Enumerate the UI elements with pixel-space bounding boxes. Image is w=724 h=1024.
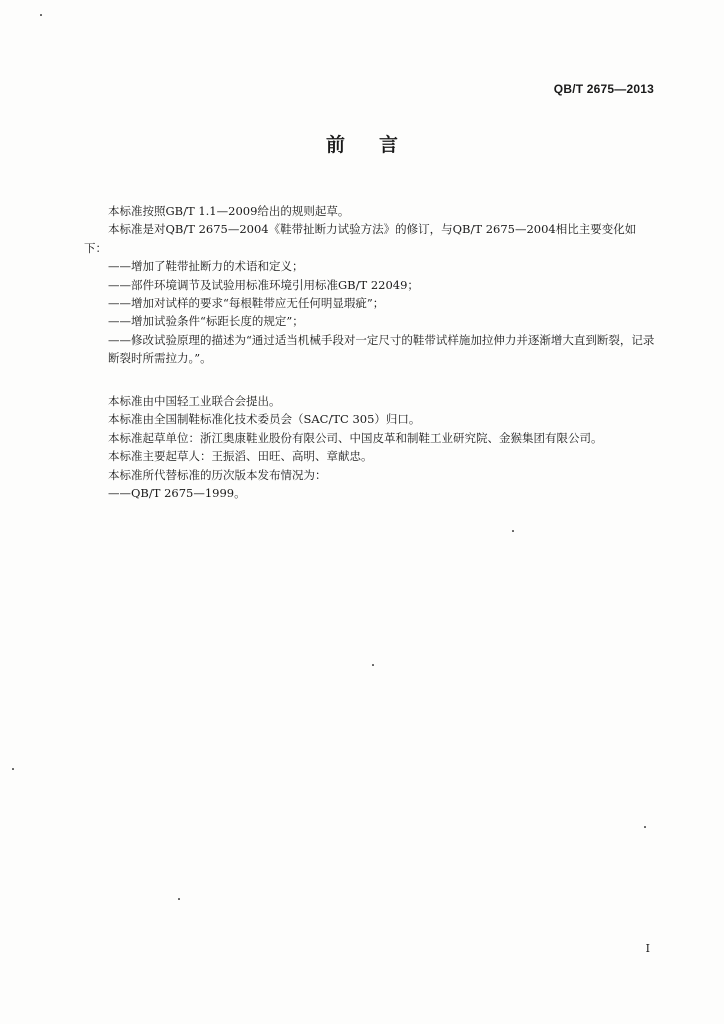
change-item-text: ——修改试验原理的描述为“通过适当机械手段对一定尺寸的鞋带试样施加拉伸力并逐渐增大直到断裂，记录断裂时所需拉力。”。 <box>108 332 655 366</box>
change-item: ——增加对试样的要求“每根鞋带应无任何明显瑕疵”； <box>108 296 385 311</box>
foreword-section-2 <box>84 392 656 502</box>
change-item <box>84 331 656 368</box>
foreword-section-1 <box>84 202 656 368</box>
page-title: 前言 <box>325 134 432 156</box>
paragraph-revision-summary: 本标准是对QB/T 2675—2004《鞋带扯断力试验方法》的修订，与QB/T 2675—2004相比主要变化如下： <box>84 222 637 255</box>
change-item: ——增加试验条件“标距长度的规定”； <box>108 314 304 329</box>
scan-speck <box>644 826 646 828</box>
change-item: ——部件环境调节及试验用标准环境引用标准GB/T 22049； <box>108 277 419 292</box>
previous-edition-item: ——QB/T 2675—1999。 <box>108 486 246 501</box>
paragraph-drafting-units: 本标准起草单位：浙江奥康鞋业股份有限公司、中国皮革和制鞋工业研究院、金猴集团有限公司。 <box>108 430 603 445</box>
scan-speck <box>178 898 180 900</box>
standard-number: QB/T 2675—2013 <box>553 82 654 96</box>
scan-speck <box>372 664 374 666</box>
scan-speck <box>12 768 14 770</box>
paragraph-drafters: 本标准主要起草人：王振滔、田旺、高明、章献忠。 <box>108 449 373 464</box>
scan-speck <box>512 530 514 532</box>
scan-speck <box>40 14 42 16</box>
paragraph-proposer: 本标准由中国轻工业联合会提出。 <box>108 394 281 408</box>
paragraph-centralized: 本标准由全国制鞋标准化技术委员会（SAC/TC 305）归口。 <box>108 412 421 427</box>
page-number: I <box>645 942 650 955</box>
paragraph-previous-editions: 本标准所代替标准的历次版本发布情况为： <box>108 467 327 482</box>
paragraph-drafting-rules: 本标准按照GB/T 1.1—2009给出的规则起草。 <box>108 204 350 218</box>
change-item: ——增加了鞋带扯断力的术语和定义； <box>108 259 304 274</box>
